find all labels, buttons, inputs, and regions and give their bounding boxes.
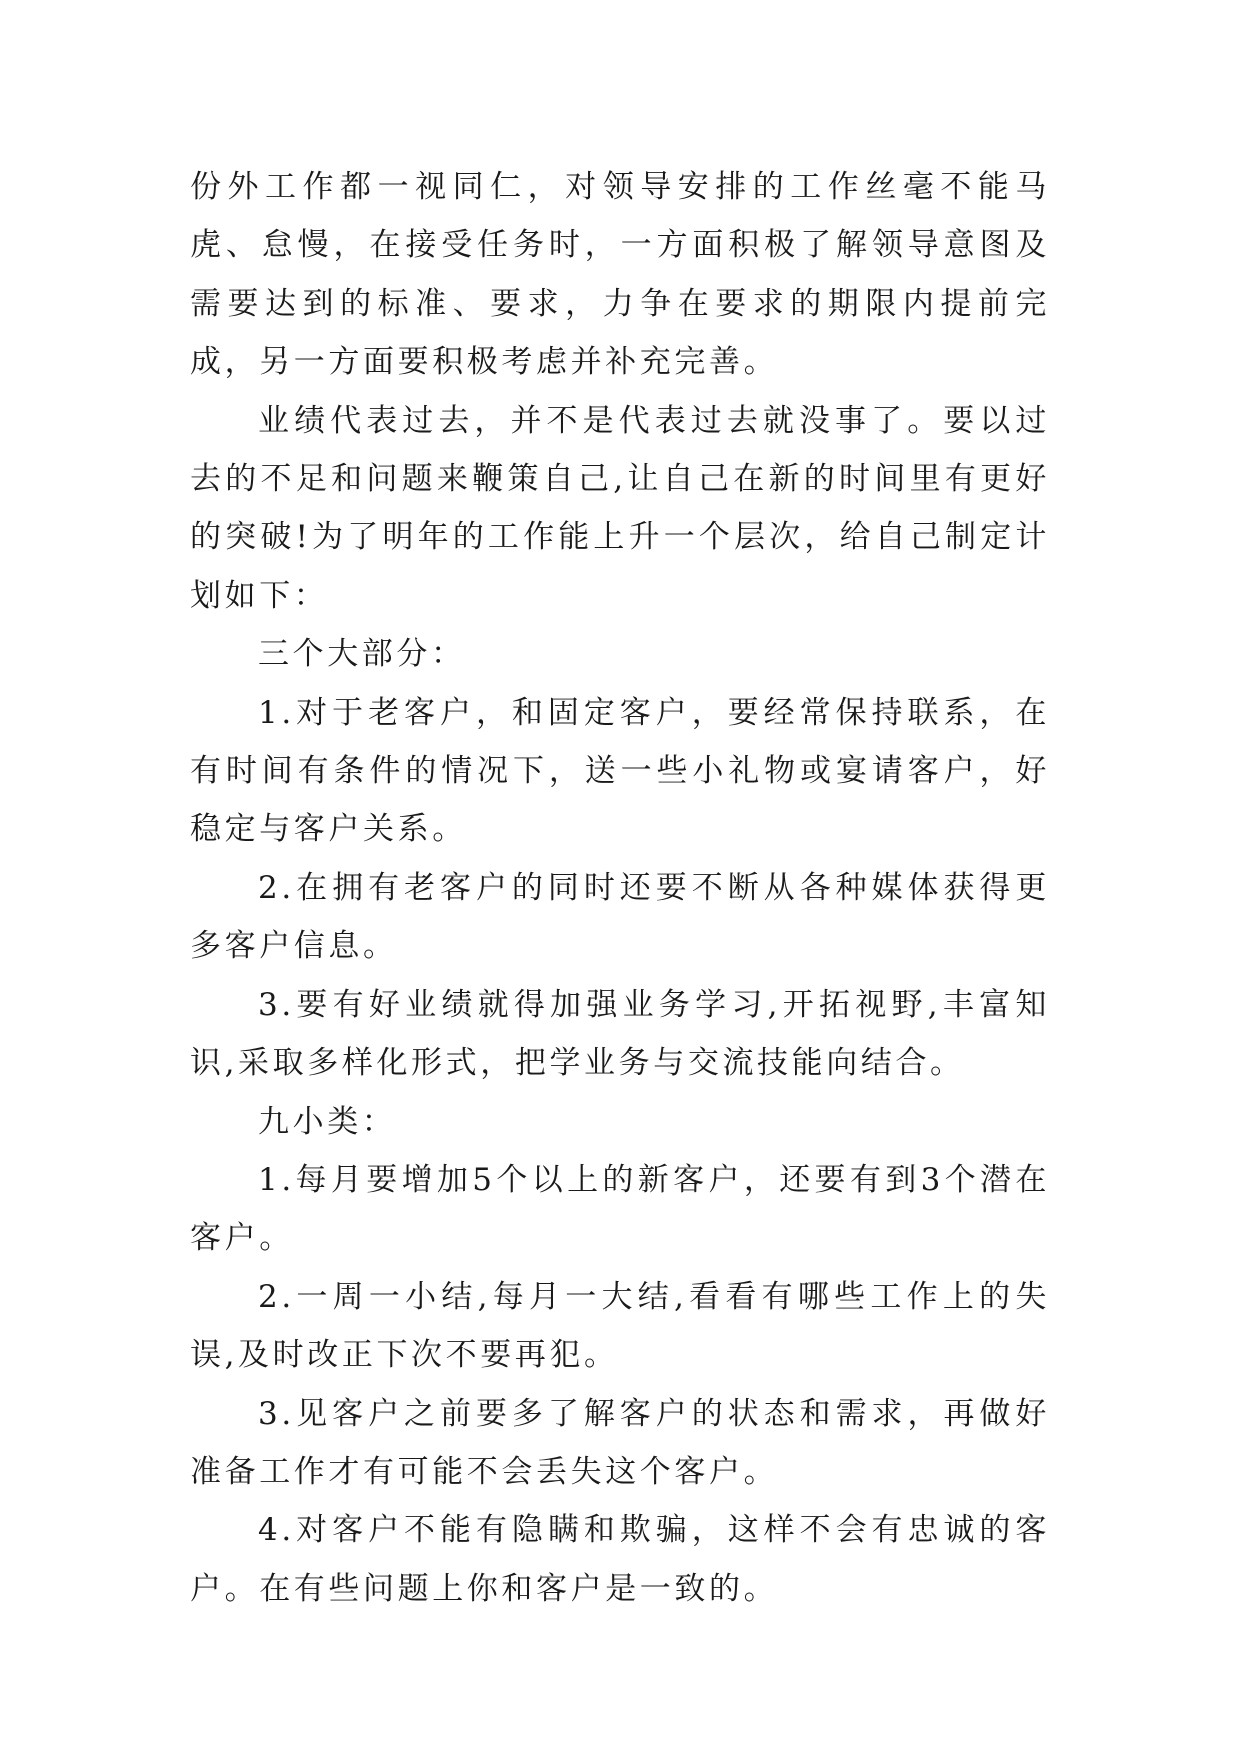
list-item: 1.对于老客户，和固定客户，要经常保持联系，在有时间有条件的情况下，送一些小礼物或宴请客户，好稳定与客户关系。 xyxy=(190,694,1050,848)
heading-three-parts: 三个大部分： xyxy=(258,636,466,673)
paragraph-continuation: 份外工作都一视同仁，对领导安排的工作丝毫不能马虎、怠慢，在接受任务时，一方面积极了解领导意图及需要达到的标准、要求，力争在要求的期限内提前完成，另一方面要积极考虑并补充完善。 xyxy=(190,169,1050,381)
list-item: 2.在拥有老客户的同时还要不断从各种媒体获得更多客户信息。 xyxy=(190,869,1050,965)
list-item: 3.见客户之前要多了解客户的状态和需求，再做好准备工作才有可能不会丢失这个客户。 xyxy=(190,1395,1050,1490)
list-item: 4.对客户不能有隐瞒和欺骗，这样不会有忠诚的客户。在有些问题上你和客户是一致的。 xyxy=(190,1512,1050,1607)
list-item: 3.要有好业绩就得加强业务学习,开拓视野,丰富知识,采取多样化形式，把学业务与交流技能向结合。 xyxy=(190,986,1050,1082)
list-item: 2.一周一小结,每月一大结,看看有哪些工作上的失误,及时改正下次不要再犯。 xyxy=(190,1278,1050,1374)
paragraph-performance: 业绩代表过去，并不是代表过去就没事了。要以过去的不足和问题来鞭策自己,让自己在新的时间里有更好的突破!为了明年的工作能上升一个层次，给自己制定计划如下： xyxy=(190,402,1050,614)
heading-nine-categories: 九小类： xyxy=(258,1103,397,1140)
list-item: 1.每月要增加5个以上的新客户，还要有到3个潜在客户。 xyxy=(190,1161,1050,1257)
document-body xyxy=(190,158,1050,1618)
